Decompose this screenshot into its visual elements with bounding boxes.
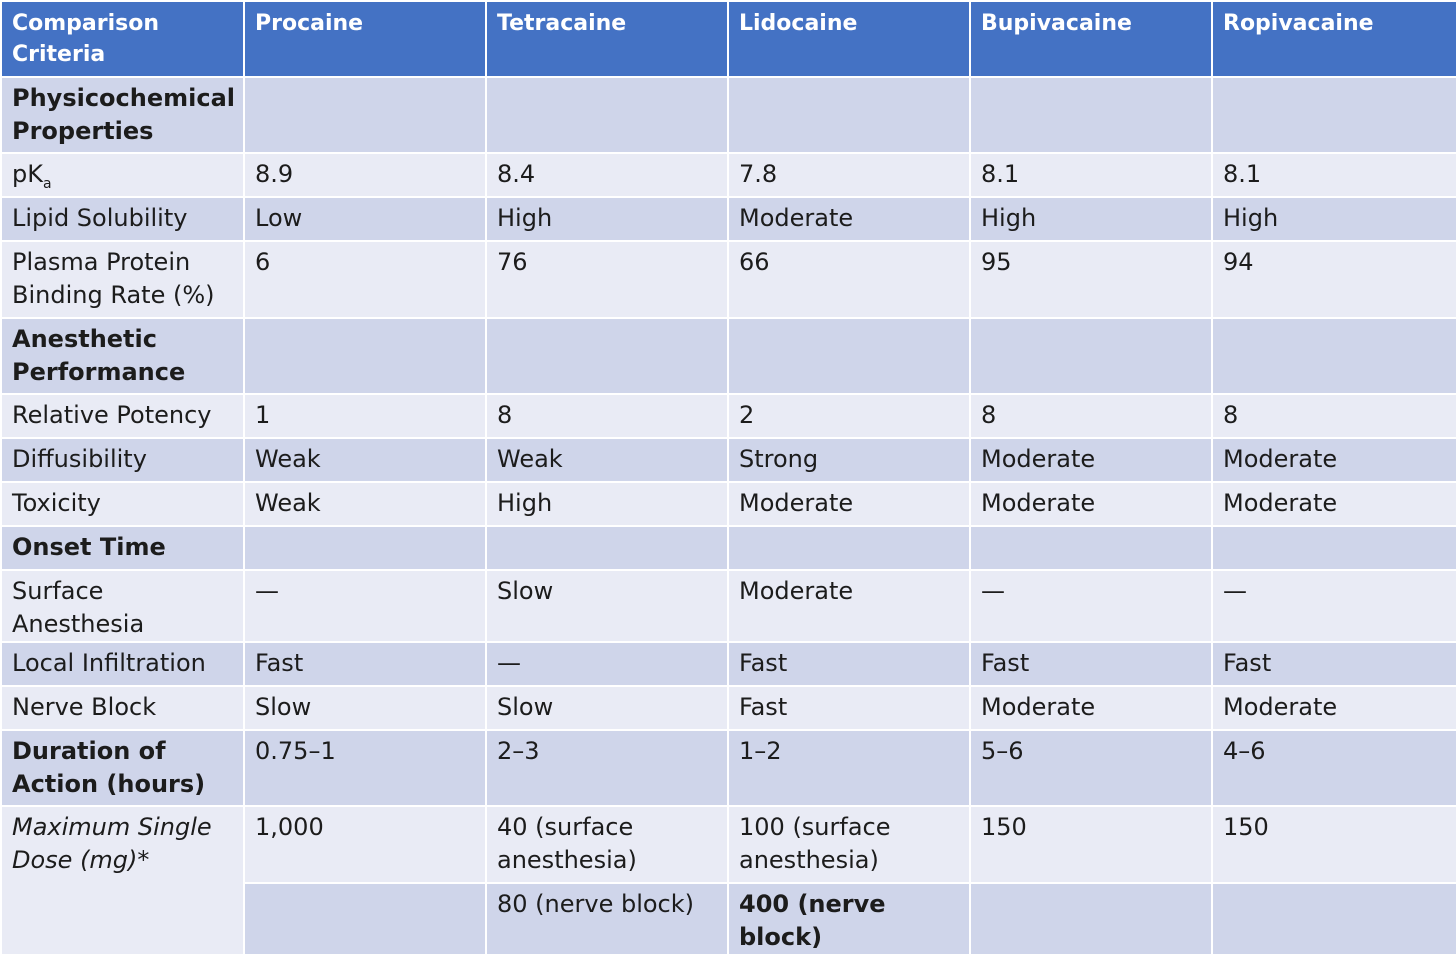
table-cell: Slow xyxy=(486,686,728,730)
empty-cell xyxy=(486,526,728,570)
table-cell: Moderate xyxy=(1212,686,1456,730)
table-cell: Weak xyxy=(244,482,486,526)
table-cell: 8.4 xyxy=(486,153,728,197)
table-row-surface-anesthesia xyxy=(1,570,1456,642)
row-label: Nerve Block xyxy=(1,686,244,730)
table-row-plasma-protein xyxy=(1,241,1456,318)
table-cell: Low xyxy=(244,197,486,241)
header-lidocaine: Lidocaine xyxy=(728,1,970,77)
table-cell: 95 xyxy=(970,241,1212,318)
table-cell: Moderate xyxy=(970,438,1212,482)
row-label: Local Infiltration xyxy=(1,642,244,686)
table-cell: 150 xyxy=(1212,806,1456,883)
empty-cell xyxy=(486,318,728,394)
table-cell: Slow xyxy=(486,570,728,642)
table-cell: 400 (nerve block) xyxy=(728,883,970,955)
table-cell: High xyxy=(970,197,1212,241)
empty-cell xyxy=(244,77,486,153)
table-row-local-infiltration xyxy=(1,642,1456,686)
table-cell: Moderate xyxy=(1212,438,1456,482)
table-cell: 5–6 xyxy=(970,730,1212,806)
table-cell: Slow xyxy=(244,686,486,730)
table-cell: High xyxy=(1212,197,1456,241)
header-procaine: Procaine xyxy=(244,1,486,77)
table-row-max-dose xyxy=(1,806,1456,883)
table-cell: Fast xyxy=(1212,642,1456,686)
table-cell: 2 xyxy=(728,394,970,438)
row-label: Lipid Solubility xyxy=(1,197,244,241)
empty-cell xyxy=(728,526,970,570)
table-cell: 1,000 xyxy=(244,806,486,883)
row-label: Plasma Protein Binding Rate (%) xyxy=(1,241,244,318)
table-cell: High xyxy=(486,482,728,526)
header-row xyxy=(1,1,1456,77)
table-cell: High xyxy=(486,197,728,241)
table-cell: — xyxy=(970,570,1212,642)
row-label: Toxicity xyxy=(1,482,244,526)
table-cell: 40 (surface anesthesia) xyxy=(486,806,728,883)
table-cell: Fast xyxy=(970,642,1212,686)
pka-subscript: a xyxy=(42,175,52,192)
table-cell: 8.1 xyxy=(1212,153,1456,197)
table-cell: 1 xyxy=(244,394,486,438)
header-bupivacaine: Bupivacaine xyxy=(970,1,1212,77)
section-row-physicochemical xyxy=(1,77,1456,153)
table-cell: 8 xyxy=(1212,394,1456,438)
table-cell: Moderate xyxy=(970,686,1212,730)
row-label: Duration of Action (hours) xyxy=(1,730,244,806)
table-cell: 8 xyxy=(486,394,728,438)
empty-cell xyxy=(1212,77,1456,153)
table-cell: Moderate xyxy=(970,482,1212,526)
header-tetracaine: Tetracaine xyxy=(486,1,728,77)
header-criteria: Comparison Criteria xyxy=(1,1,244,77)
empty-cell xyxy=(244,318,486,394)
row-label: Surface Anesthesia xyxy=(1,570,244,642)
table-cell: 1–2 xyxy=(728,730,970,806)
table-cell: 94 xyxy=(1212,241,1456,318)
table-cell: 100 (surface anesthesia) xyxy=(728,806,970,883)
table-cell: 7.8 xyxy=(728,153,970,197)
empty-cell xyxy=(486,77,728,153)
table-row-toxicity xyxy=(1,482,1456,526)
header-ropivacaine: Ropivacaine xyxy=(1212,1,1456,77)
table-cell: 2–3 xyxy=(486,730,728,806)
table-cell: Fast xyxy=(728,642,970,686)
table-row-pka xyxy=(1,153,1456,197)
table-cell: 80 (nerve block) xyxy=(486,883,728,955)
table-cell: 76 xyxy=(486,241,728,318)
empty-cell xyxy=(1212,318,1456,394)
table-cell: 0.75–1 xyxy=(244,730,486,806)
table-cell: — xyxy=(486,642,728,686)
empty-cell xyxy=(728,318,970,394)
table-cell xyxy=(1212,883,1456,955)
empty-cell xyxy=(1212,526,1456,570)
empty-cell xyxy=(970,318,1212,394)
table-cell: 8.9 xyxy=(244,153,486,197)
table-cell xyxy=(970,883,1212,955)
row-label: Diffusibility xyxy=(1,438,244,482)
section-label: Physicochemical Properties xyxy=(1,77,244,153)
table-cell: 8.1 xyxy=(970,153,1212,197)
table-cell: Moderate xyxy=(728,197,970,241)
table-cell: — xyxy=(1212,570,1456,642)
row-label: Maximum Single Dose (mg)* xyxy=(1,806,244,955)
pka-label: pK xyxy=(12,160,43,188)
table-cell xyxy=(244,883,486,955)
table-cell: Fast xyxy=(728,686,970,730)
row-label xyxy=(1,153,244,197)
empty-cell xyxy=(970,77,1212,153)
table-cell: Moderate xyxy=(1212,482,1456,526)
table-row-potency xyxy=(1,394,1456,438)
table-cell: 66 xyxy=(728,241,970,318)
table-cell: Weak xyxy=(244,438,486,482)
table-cell: Moderate xyxy=(728,482,970,526)
table-cell: 8 xyxy=(970,394,1212,438)
row-label: Relative Potency xyxy=(1,394,244,438)
table-cell: 150 xyxy=(970,806,1212,883)
table-cell: 6 xyxy=(244,241,486,318)
table-row-duration xyxy=(1,730,1456,806)
section-row-anesthetic xyxy=(1,318,1456,394)
section-label: Onset Time xyxy=(1,526,244,570)
table-cell: — xyxy=(244,570,486,642)
table-cell: Strong xyxy=(728,438,970,482)
empty-cell xyxy=(728,77,970,153)
table-cell: 4–6 xyxy=(1212,730,1456,806)
table-cell: Weak xyxy=(486,438,728,482)
table-row-nerve-block xyxy=(1,686,1456,730)
table-row-diffusibility xyxy=(1,438,1456,482)
table-cell: Fast xyxy=(244,642,486,686)
empty-cell xyxy=(244,526,486,570)
section-row-onset xyxy=(1,526,1456,570)
table-row-lipid-solubility xyxy=(1,197,1456,241)
table-cell: Moderate xyxy=(728,570,970,642)
section-label: Anesthetic Performance xyxy=(1,318,244,394)
empty-cell xyxy=(970,526,1212,570)
